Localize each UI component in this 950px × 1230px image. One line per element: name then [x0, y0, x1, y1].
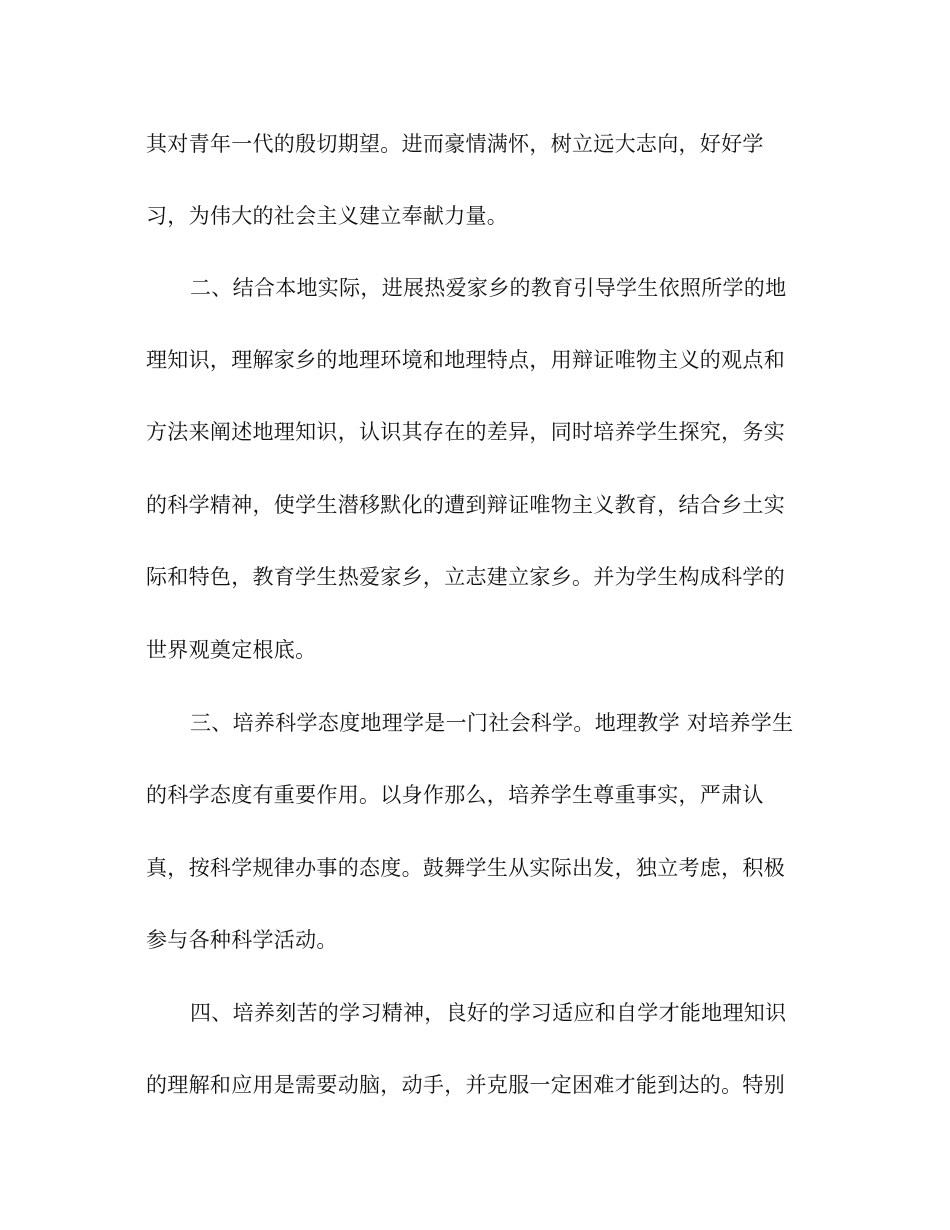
text-line: 际和特色，教育学生热爱家乡，立志建立家乡。并为学生构成科学的 [146, 565, 785, 589]
text-line: 的科学精神，使学生潜移默化的遭到辩证唯物主义教育，结合乡土实 [146, 493, 785, 517]
text-line: 世界观奠定根底。 [146, 638, 317, 662]
paragraph-start-line: 二、结合本地实际，进展热爱家乡的教育引导学生依照所学的地 [190, 276, 787, 300]
text-line: 其对青年一代的殷切期望。进而豪情满怀，树立远大志向，好好学 [146, 132, 764, 156]
text-line: 的理解和应用是需要动脑，动手，并克服一定困难才能到达的。特别 [146, 1073, 785, 1097]
text-line: 参与各种科学活动。 [146, 928, 338, 952]
text-line: 的科学态度有重要作用。以身作那么，培养学生尊重事实，严肃认 [146, 783, 764, 807]
paragraph-start-line: 三、培养科学态度地理学是一门社会科学。地理教学 对培养学生 [190, 711, 794, 735]
paragraph-start-line: 四、培养刻苦的学习精神，良好的学习适应和自学才能地理知识 [190, 1001, 787, 1025]
text-line: 习，为伟大的社会主义建立奉献力量。 [146, 204, 509, 228]
text-line: 方法来阐述地理知识，认识其存在的差异，同时培养学生探究，务实 [146, 420, 785, 444]
text-line: 真，按科学规律办事的态度。鼓舞学生从实际出发，独立考虑，积极 [146, 856, 785, 880]
text-line: 理知识，理解家乡的地理环境和地理特点，用辩证唯物主义的观点和 [146, 348, 785, 372]
